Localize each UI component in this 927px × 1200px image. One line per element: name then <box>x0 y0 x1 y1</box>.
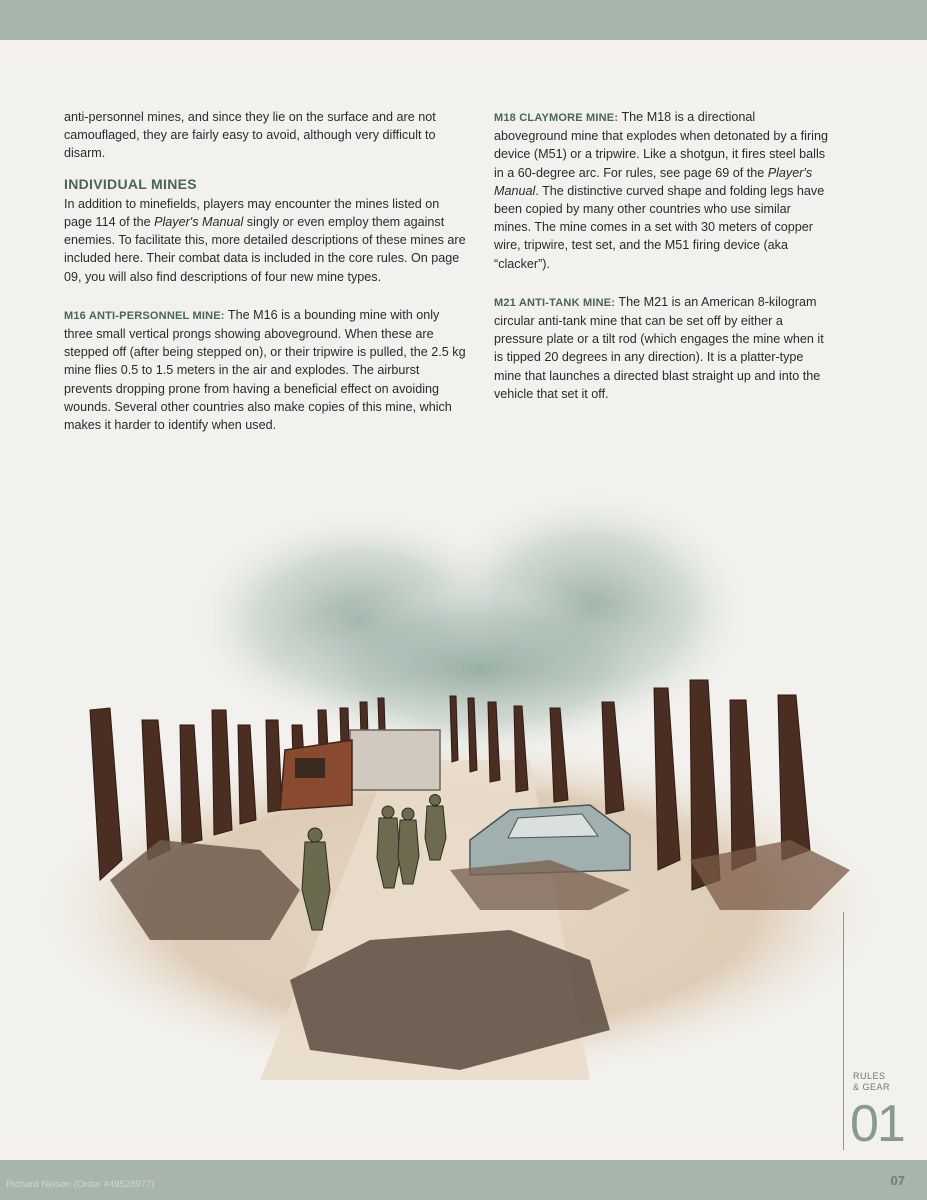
m16-paragraph: M16 ANTI-PERSONNEL MINE: The M16 is a bounding mine with only three small vertical prongs showing aboveground. When these are stepped off (after being stepped on), or their tripwire is pulled, the 2.5 kg mine flies 0.5 to 1.5 meters in the air and explodes. The airburst prevents dropping prone from having a beneficial effect on avoiding wounds. Several other countries also make copies of this mine, which makes it harder to identify when used. <box>64 307 466 433</box>
m18-label: M18 CLAYMORE MINE: <box>494 112 619 124</box>
section-paragraph: In addition to minefields, players may encounter the mines listed on page 114 of the Player's Manual singly or even employ them against enemies. To facilitate this, more detailed descriptions of these mines are included here. Their combat data is included in the core rules. On page 09, you will also find descriptions of four new mine types. <box>64 196 466 284</box>
right-column <box>494 108 829 403</box>
chapter-number: 01 <box>850 1095 904 1153</box>
m16-label: M16 ANTI-PERSONNEL MINE: <box>64 309 225 322</box>
order-watermark: Richard Nelson (Order #49528977) <box>6 1179 155 1190</box>
manual-title: Player's Manual <box>494 165 813 198</box>
chapter-label: RULES & GEAR <box>853 1071 891 1092</box>
m18-paragraph: M18 CLAYMORE MINE: The M18 is a directional aboveground mine that explodes when detonated by a firing device (M51) or a tripwire. Like a shotgun, it fires steel balls in a 60-degree arc. For rules, see page 69 of the Player's Manual. The distinctive curved shape and folding legs have been copied by many other countries who use similar mines. The mine comes in a set with 30 meters of copper wire, tripwire, test set, and the M51 firing device (aka “clacker”). <box>494 110 828 271</box>
top-band <box>0 0 927 40</box>
manual-title: Player's Manual <box>154 215 244 230</box>
war-road-illustration <box>30 440 880 1110</box>
m21-paragraph: M21 ANTI-TANK MINE: The M21 is an American 8-kilogram circular anti-tank mine that can be set off by either a pressure plate or a tilt rod (which engages the mine when it is tipped 20 degrees in any direction). It is a platter-type mine that launches a directed blast straight up and into the vehicle that set it off. <box>494 294 824 401</box>
left-column <box>64 108 469 434</box>
section-heading: INDIVIDUAL MINES <box>64 175 197 192</box>
sidebar-divider <box>843 912 844 1150</box>
m21-label: M21 ANTI-TANK MINE: <box>494 296 616 309</box>
intro-paragraph: anti-personnel mines, and since they lie on the surface and are not camouflaged, they are fairly easy to avoid, although very difficult to disarm. <box>64 110 436 161</box>
page-number: 07 <box>890 1173 905 1188</box>
smoke-cloud <box>280 580 680 760</box>
